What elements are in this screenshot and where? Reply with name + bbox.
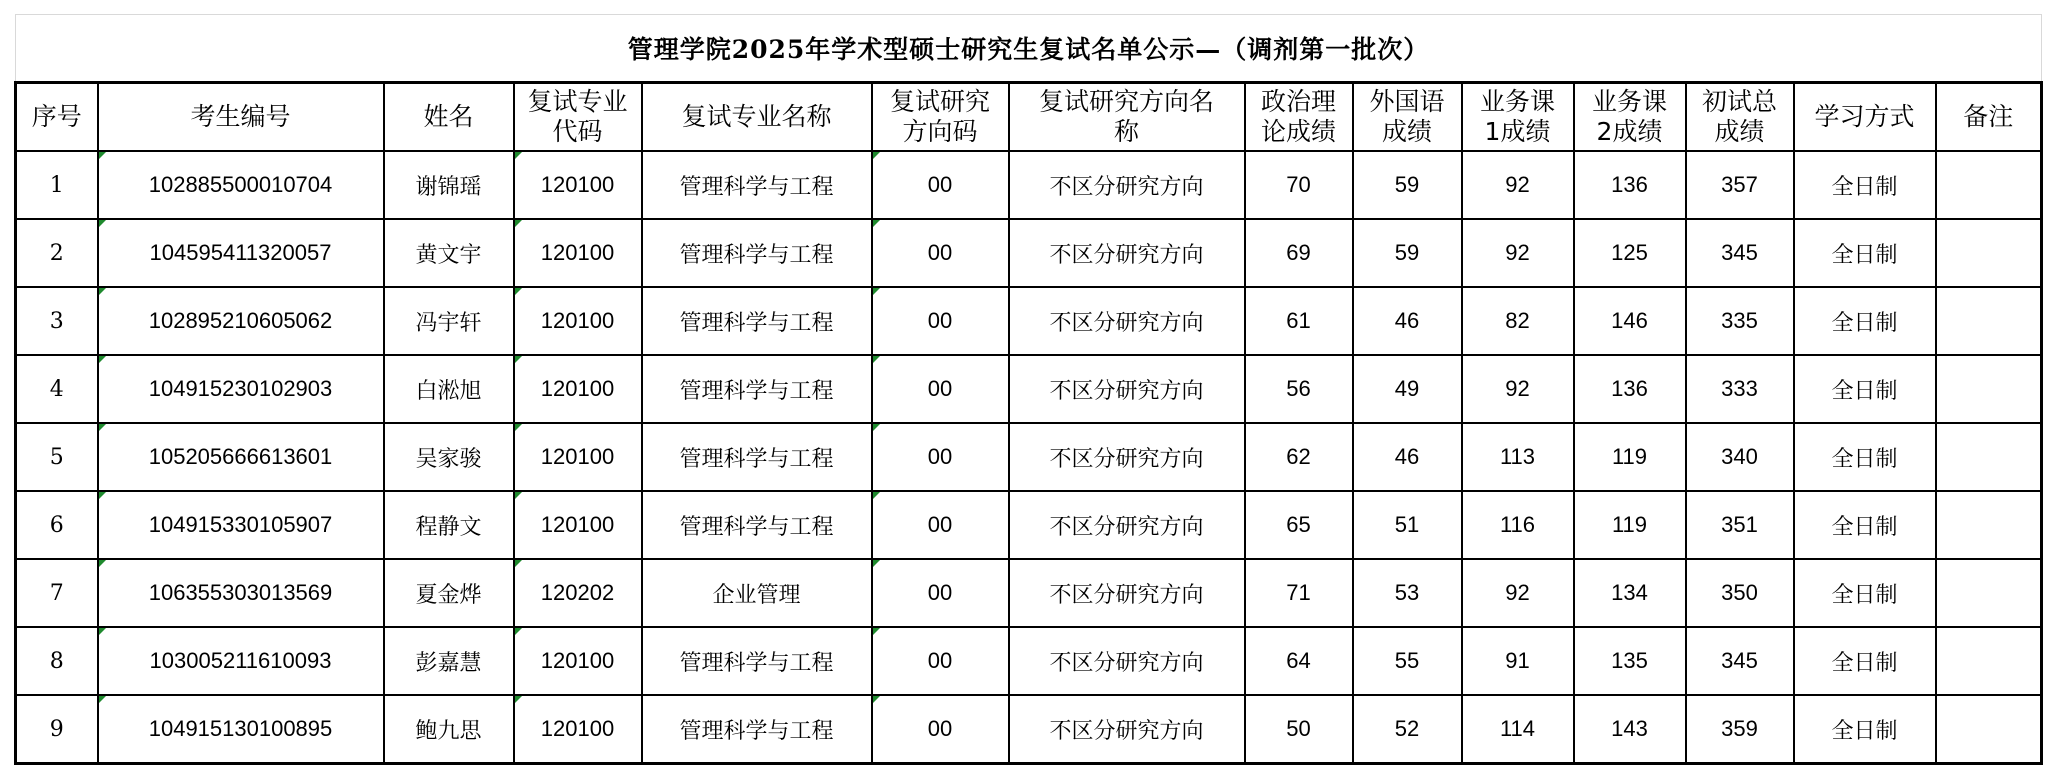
cell-direction-code[interactable]: 00: [872, 355, 1009, 423]
cell-remarks[interactable]: [1936, 491, 2042, 559]
cell-candidate-id[interactable]: 102895210605062: [98, 287, 384, 355]
cell-total[interactable]: 350: [1686, 559, 1794, 627]
col-header-remarks: [1936, 83, 2042, 152]
cell-direction-code[interactable]: 00: [872, 491, 1009, 559]
cell-direction-name[interactable]: 不区分研究方向: [1009, 695, 1245, 764]
header-label-line: 论成绩: [1260, 117, 1336, 146]
cell-major-code[interactable]: 120100: [514, 287, 642, 355]
cell-politics[interactable]: 56: [1245, 355, 1353, 423]
cell-direction-name[interactable]: 不区分研究方向: [1009, 491, 1245, 559]
cell-seq[interactable]: 2: [16, 219, 98, 287]
cell-major-code[interactable]: 120202: [514, 559, 642, 627]
cell-course2[interactable]: 125: [1574, 219, 1686, 287]
header-label-line: 成绩: [1714, 117, 1765, 146]
header-row: [16, 83, 2042, 152]
cell-direction-code[interactable]: 00: [872, 423, 1009, 491]
cell-foreign-language[interactable]: 46: [1353, 423, 1462, 491]
cell-seq[interactable]: 8: [16, 627, 98, 695]
cell-name[interactable]: 吴家骏: [384, 423, 514, 491]
cell-remarks[interactable]: [1936, 423, 2042, 491]
cell-politics[interactable]: 61: [1245, 287, 1353, 355]
cell-politics[interactable]: 69: [1245, 219, 1353, 287]
header-label-line: 1成绩: [1484, 117, 1551, 146]
cell-direction-name[interactable]: 不区分研究方向: [1009, 219, 1245, 287]
cell-major-name[interactable]: 管理科学与工程: [642, 491, 872, 559]
header-label-line: 方向码: [902, 117, 978, 146]
cell-total[interactable]: 345: [1686, 219, 1794, 287]
table-row: [16, 287, 2042, 355]
cell-major-code[interactable]: 120100: [514, 219, 642, 287]
cell-name[interactable]: 冯宇轩: [384, 287, 514, 355]
cell-politics[interactable]: 62: [1245, 423, 1353, 491]
cell-politics[interactable]: 50: [1245, 695, 1353, 764]
cell-direction-name[interactable]: 不区分研究方向: [1009, 423, 1245, 491]
header-label-line: 复试专业名称: [681, 102, 832, 131]
col-header-politics: [1245, 83, 1353, 152]
admission-list-table: [14, 14, 2043, 765]
cell-study-mode[interactable]: 全日制: [1794, 151, 1936, 219]
cell-study-mode[interactable]: 全日制: [1794, 287, 1936, 355]
cell-name[interactable]: 白淞旭: [384, 355, 514, 423]
col-header-total: [1686, 83, 1794, 152]
cell-politics[interactable]: 70: [1245, 151, 1353, 219]
cell-total[interactable]: 333: [1686, 355, 1794, 423]
col-header-seq: [16, 83, 98, 152]
cell-direction-name[interactable]: 不区分研究方向: [1009, 559, 1245, 627]
cell-remarks[interactable]: [1936, 695, 2042, 764]
cell-total[interactable]: 335: [1686, 287, 1794, 355]
cell-course2[interactable]: 134: [1574, 559, 1686, 627]
cell-candidate-id[interactable]: 105205666613601: [98, 423, 384, 491]
cell-course2[interactable]: 136: [1574, 151, 1686, 219]
cell-course1[interactable]: 82: [1462, 287, 1574, 355]
cell-study-mode[interactable]: 全日制: [1794, 627, 1936, 695]
cell-remarks[interactable]: [1936, 627, 2042, 695]
cell-candidate-id[interactable]: 106355303013569: [98, 559, 384, 627]
cell-remarks[interactable]: [1936, 559, 2042, 627]
cell-direction-code[interactable]: 00: [872, 695, 1009, 764]
cell-candidate-id[interactable]: 102885500010704: [98, 151, 384, 219]
cell-direction-code[interactable]: 00: [872, 627, 1009, 695]
cell-seq[interactable]: 1: [16, 151, 98, 219]
header-label-line: 政治理: [1260, 87, 1336, 116]
header-label-line: 称: [1113, 117, 1139, 146]
cell-course1[interactable]: 92: [1462, 559, 1574, 627]
col-header-foreign-language: [1353, 83, 1462, 152]
cell-major-code[interactable]: 120100: [514, 355, 642, 423]
header-label-line: 学习方式: [1814, 102, 1915, 131]
cell-major-code[interactable]: 120100: [514, 627, 642, 695]
col-header-direction-code: [872, 83, 1009, 152]
cell-direction-code[interactable]: 00: [872, 287, 1009, 355]
cell-study-mode[interactable]: 全日制: [1794, 559, 1936, 627]
cell-course1[interactable]: 91: [1462, 627, 1574, 695]
cell-foreign-language[interactable]: 51: [1353, 491, 1462, 559]
cell-candidate-id[interactable]: 104915230102903: [98, 355, 384, 423]
header-label-line: 序号: [31, 102, 82, 131]
header-label-line: 初试总: [1701, 87, 1777, 116]
col-header-major-name: [642, 83, 872, 152]
col-header-name: [384, 83, 514, 152]
cell-course1[interactable]: 92: [1462, 355, 1574, 423]
cell-major-code[interactable]: 120100: [514, 695, 642, 764]
cell-name[interactable]: 鲍九思: [384, 695, 514, 764]
cell-total[interactable]: 340: [1686, 423, 1794, 491]
cell-candidate-id[interactable]: 104915330105907: [98, 491, 384, 559]
cell-major-name[interactable]: 企业管理: [642, 559, 872, 627]
header-label-line: 2成绩: [1596, 117, 1663, 146]
header-label-line: 姓名: [423, 102, 474, 131]
cell-study-mode[interactable]: 全日制: [1794, 491, 1936, 559]
table-body: [16, 151, 2042, 764]
cell-candidate-id[interactable]: 103005211610093: [98, 627, 384, 695]
cell-study-mode[interactable]: 全日制: [1794, 219, 1936, 287]
cell-direction-name[interactable]: 不区分研究方向: [1009, 355, 1245, 423]
cell-candidate-id[interactable]: 104595411320057: [98, 219, 384, 287]
cell-course2[interactable]: 136: [1574, 355, 1686, 423]
cell-course1[interactable]: 92: [1462, 219, 1574, 287]
cell-seq[interactable]: 5: [16, 423, 98, 491]
cell-remarks[interactable]: [1936, 355, 2042, 423]
cell-politics[interactable]: 65: [1245, 491, 1353, 559]
cell-course1[interactable]: 116: [1462, 491, 1574, 559]
header-label-line: 代码: [552, 117, 603, 146]
header-label-line: 外国语: [1369, 87, 1445, 116]
header-label-line: 业务课: [1479, 87, 1555, 116]
cell-seq[interactable]: 7: [16, 559, 98, 627]
cell-major-name[interactable]: 管理科学与工程: [642, 423, 872, 491]
cell-name[interactable]: 夏金烨: [384, 559, 514, 627]
cell-foreign-language[interactable]: 49: [1353, 355, 1462, 423]
cell-major-name[interactable]: 管理科学与工程: [642, 695, 872, 764]
cell-total[interactable]: 351: [1686, 491, 1794, 559]
cell-remarks[interactable]: [1936, 151, 2042, 219]
table-row: [16, 559, 2042, 627]
cell-foreign-language[interactable]: 53: [1353, 559, 1462, 627]
cell-major-name[interactable]: 管理科学与工程: [642, 355, 872, 423]
cell-major-name[interactable]: 管理科学与工程: [642, 151, 872, 219]
table-row: [16, 491, 2042, 559]
cell-politics[interactable]: 71: [1245, 559, 1353, 627]
cell-name[interactable]: 谢锦瑶: [384, 151, 514, 219]
header-label-line: 复试研究方向名: [1038, 87, 1214, 116]
header-label-line: 复试专业: [527, 87, 628, 116]
cell-candidate-id[interactable]: 104915130100895: [98, 695, 384, 764]
cell-course2[interactable]: 119: [1574, 423, 1686, 491]
cell-direction-code[interactable]: 00: [872, 219, 1009, 287]
cell-politics[interactable]: 64: [1245, 627, 1353, 695]
cell-remarks[interactable]: [1936, 287, 2042, 355]
header-label-line: 备注: [1963, 102, 2014, 131]
table-row: [16, 695, 2042, 764]
cell-total[interactable]: 359: [1686, 695, 1794, 764]
cell-total[interactable]: 345: [1686, 627, 1794, 695]
cell-seq[interactable]: 6: [16, 491, 98, 559]
cell-major-code[interactable]: 120100: [514, 423, 642, 491]
col-header-course2: [1574, 83, 1686, 152]
cell-direction-code[interactable]: 00: [872, 559, 1009, 627]
cell-course2[interactable]: 146: [1574, 287, 1686, 355]
table-title: 管理学院2025年学术型硕士研究生复试名单公示—（调剂第一批次）: [16, 15, 2042, 83]
cell-major-name[interactable]: 管理科学与工程: [642, 287, 872, 355]
cell-foreign-language[interactable]: 59: [1353, 151, 1462, 219]
cell-direction-code[interactable]: 00: [872, 151, 1009, 219]
cell-course2[interactable]: 119: [1574, 491, 1686, 559]
col-header-direction-name: [1009, 83, 1245, 152]
cell-study-mode[interactable]: 全日制: [1794, 355, 1936, 423]
cell-foreign-language[interactable]: 52: [1353, 695, 1462, 764]
cell-course2[interactable]: 143: [1574, 695, 1686, 764]
col-header-candidate-id: [98, 83, 384, 152]
spreadsheet-sheet: [14, 14, 2040, 765]
table-row: [16, 151, 2042, 219]
cell-foreign-language[interactable]: 46: [1353, 287, 1462, 355]
header-label-line: 业务课: [1591, 87, 1667, 116]
header-label-line: 成绩: [1381, 117, 1432, 146]
cell-name[interactable]: 程静文: [384, 491, 514, 559]
cell-course1[interactable]: 113: [1462, 423, 1574, 491]
cell-remarks[interactable]: [1936, 219, 2042, 287]
col-header-major-code: [514, 83, 642, 152]
cell-total[interactable]: 357: [1686, 151, 1794, 219]
cell-foreign-language[interactable]: 59: [1353, 219, 1462, 287]
header-label-line: 复试研究: [889, 87, 990, 116]
table-row: [16, 219, 2042, 287]
cell-seq[interactable]: 4: [16, 355, 98, 423]
cell-direction-name[interactable]: 不区分研究方向: [1009, 627, 1245, 695]
col-header-course1: [1462, 83, 1574, 152]
cell-name[interactable]: 彭嘉慧: [384, 627, 514, 695]
cell-major-code[interactable]: 120100: [514, 151, 642, 219]
cell-course1[interactable]: 92: [1462, 151, 1574, 219]
table-row: [16, 423, 2042, 491]
cell-direction-name[interactable]: 不区分研究方向: [1009, 151, 1245, 219]
cell-name[interactable]: 黄文宇: [384, 219, 514, 287]
cell-study-mode[interactable]: 全日制: [1794, 695, 1936, 764]
cell-course2[interactable]: 135: [1574, 627, 1686, 695]
cell-major-name[interactable]: 管理科学与工程: [642, 627, 872, 695]
cell-foreign-language[interactable]: 55: [1353, 627, 1462, 695]
header-label-line: 考生编号: [190, 102, 291, 131]
cell-seq[interactable]: 9: [16, 695, 98, 764]
cell-study-mode[interactable]: 全日制: [1794, 423, 1936, 491]
table-row: [16, 355, 2042, 423]
cell-direction-name[interactable]: 不区分研究方向: [1009, 287, 1245, 355]
col-header-study-mode: [1794, 83, 1936, 152]
cell-course1[interactable]: 114: [1462, 695, 1574, 764]
cell-major-code[interactable]: 120100: [514, 491, 642, 559]
cell-seq[interactable]: 3: [16, 287, 98, 355]
table-row: [16, 627, 2042, 695]
cell-major-name[interactable]: 管理科学与工程: [642, 219, 872, 287]
